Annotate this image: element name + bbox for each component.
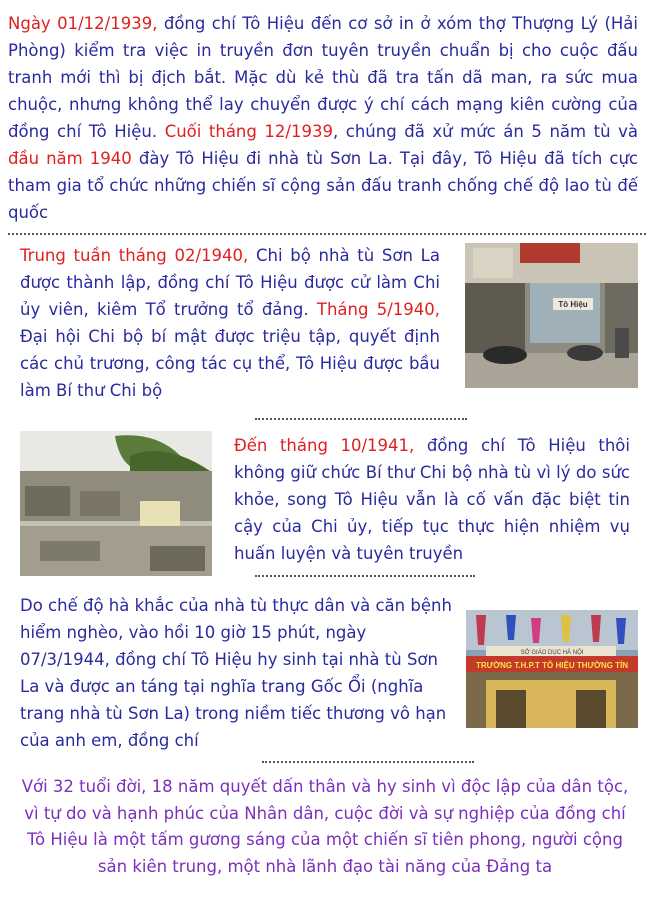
paragraph-death	[20, 592, 452, 754]
text-run: đồng chí Tô Hiệu thôi không giữ chức Bí thư Chi bộ nhà tù vì lý do sức khỏe, song Tô Hiệu vẫn là cố vấn đặc biệt tin cậy của Chi ủy, tiếp tục thực hiện nhiệm vụ huấn luyện và tuyên truyền	[234, 436, 630, 563]
highlighted-date: đầu năm 1940	[8, 149, 132, 168]
school-top-text: SỞ GIÁO DỤC HÀ NỘI	[520, 650, 584, 656]
highlighted-date: Đến tháng 10/1941,	[234, 436, 415, 455]
paragraph-arrest	[8, 10, 638, 226]
photo-son-la-prison	[20, 431, 212, 576]
divider	[262, 761, 474, 763]
text-run: đồng chí Tô Hiệu đến cơ sở in ở xóm thợ Thượng Lý (Hải Phòng) kiểm tra việc in truyền đơn tuyên truyền chuẩn bị cho cuộc đấu tranh mới thì bị địch bắt. Mặc dù kẻ thù đã tra tấn dã man, ra sức mua chuộc, nhưng không thể lay chuyển được ý chí cách mạng kiên cường của đồng chí Tô Hiệu.	[8, 14, 638, 141]
paragraph-closing	[18, 774, 632, 880]
text-run: Do chế độ hà khắc của nhà tù thực dân và căn bệnh hiểm nghèo, vào hồi 10 giờ 15 phút, ngày 07/3/1944, đồng chí Tô Hiệu hy sinh tại nhà tù Sơn La và được an táng tại nghĩa trang Gốc Ổi (nghĩa trang nhà tù Sơn La) trong niềm tiếc thương vô hạn của anh em, đồng chí	[20, 596, 452, 750]
school-banner-text: TRƯỜNG T.H.P.T TÔ HIỆU THƯỜNG TÍN	[475, 661, 629, 670]
highlighted-date: Cuối tháng 12/1939	[164, 122, 333, 141]
highlighted-date: Trung tuần tháng 02/1940,	[20, 246, 249, 265]
photo-to-hieu-school	[466, 610, 638, 728]
paragraph-party-cell-founded	[20, 242, 440, 404]
text-run: Với 32 tuổi đời, 18 năm quyết dấn thân và hy sinh vì độc lập của dân tộc, vì tự do và hạnh phúc của Nhân dân, cuộc đời và sự nghiệp của đồng chí Tô Hiệu là một tấm gương sáng của một chiến sĩ tiên phong, người cộng sản kiên trung, một nhà lãnh đạo tài năng của Đảng ta	[21, 777, 629, 876]
highlighted-date: Ngày 01/12/1939,	[8, 14, 158, 33]
divider	[255, 418, 467, 420]
text-run: , chúng đã xử mức án 5 năm tù và	[332, 122, 639, 141]
text-run: Đại hội Chi bộ bí mật được triệu tập, quyết định các chủ trương, công tác cụ thể, Tô Hiệu được bầu làm Bí thư Chi bộ	[20, 327, 440, 400]
highlighted-date: Tháng 5/1940,	[316, 300, 440, 319]
text-run: đày Tô Hiệu đi nhà tù Sơn La. Tại đây, Tô Hiệu đã tích cực tham gia tổ chức những chiến sĩ cộng sản đấu tranh chống chế độ lao tù đế quốc	[8, 149, 638, 222]
street-sign-text: Tô Hiệu	[558, 300, 588, 309]
divider	[255, 575, 475, 577]
text-run: Chi bộ nhà tù Sơn La được thành lập, đồng chí Tô Hiệu được cử làm Chi ủy viên, kiêm Tổ trưởng tổ đảng.	[20, 246, 440, 319]
photo-to-hieu-street	[465, 243, 638, 388]
paragraph-advisor	[234, 432, 630, 567]
divider	[8, 233, 646, 235]
